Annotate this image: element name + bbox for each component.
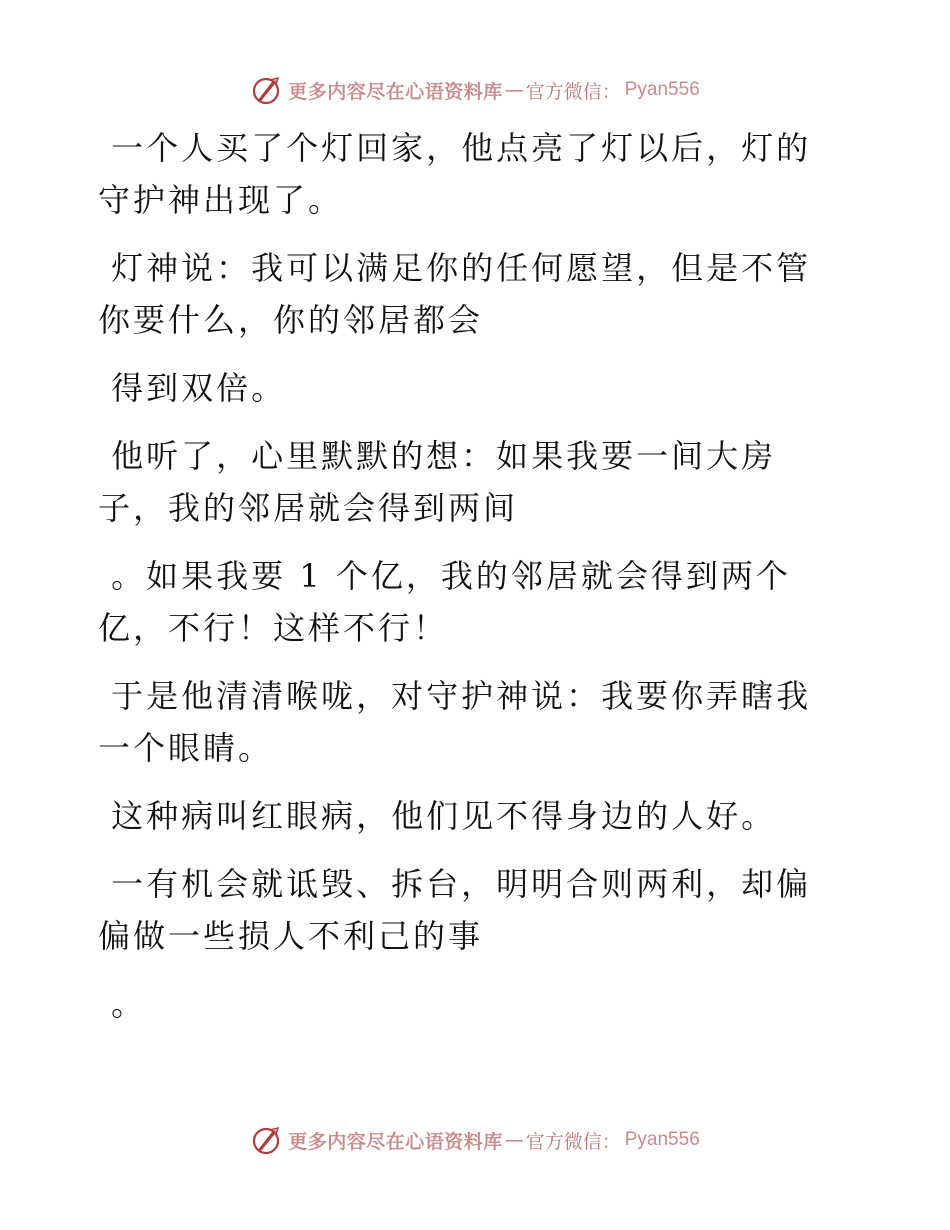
watermark-wechat-label: 官方微信： [525, 80, 621, 103]
paragraph: 得到双倍。 [98, 369, 287, 407]
paragraph: 他听了，心里默默的想：如果我要一间大房子，我的邻居就会得到两间 [98, 437, 777, 527]
footer-watermark [0, 1120, 950, 1160]
watermark-separator: — [504, 1129, 524, 1151]
paragraph: 于是他清清喉咙，对守护神说：我要你弄瞎我一个眼睛。 [98, 677, 812, 767]
watermark-wechat-id: Pyan556 [624, 79, 700, 100]
watermark-main-text: 更多内容尽在心语资料库 [288, 1130, 503, 1153]
paragraph: 灯神说：我可以满足你的任何愿望，但是不管你要什么，你的邻居都会 [98, 249, 812, 339]
quill-pen-logo-icon [250, 1124, 282, 1156]
watermark-wechat-label: 官方微信： [525, 1130, 621, 1153]
quill-pen-logo-icon [250, 74, 282, 106]
document-body [98, 122, 833, 1046]
watermark-separator: — [504, 79, 524, 101]
watermark-wechat-id: Pyan556 [624, 1129, 700, 1150]
paragraph: 。如果我要 1 个亿，我的邻居就会得到两个亿，不行！这样不行！ [98, 557, 791, 647]
header-watermark [0, 70, 950, 110]
paragraph: 。 [98, 985, 147, 1023]
paragraph: 这种病叫红眼病，他们见不得身边的人好。 [98, 797, 777, 835]
watermark-main-text: 更多内容尽在心语资料库 [288, 80, 503, 103]
paragraph: 一有机会就诋毁、拆台，明明合则两利，却偏偏做一些损人不利己的事 [98, 865, 812, 955]
paragraph: 一个人买了个灯回家，他点亮了灯以后，灯的守护神出现了。 [98, 129, 812, 219]
